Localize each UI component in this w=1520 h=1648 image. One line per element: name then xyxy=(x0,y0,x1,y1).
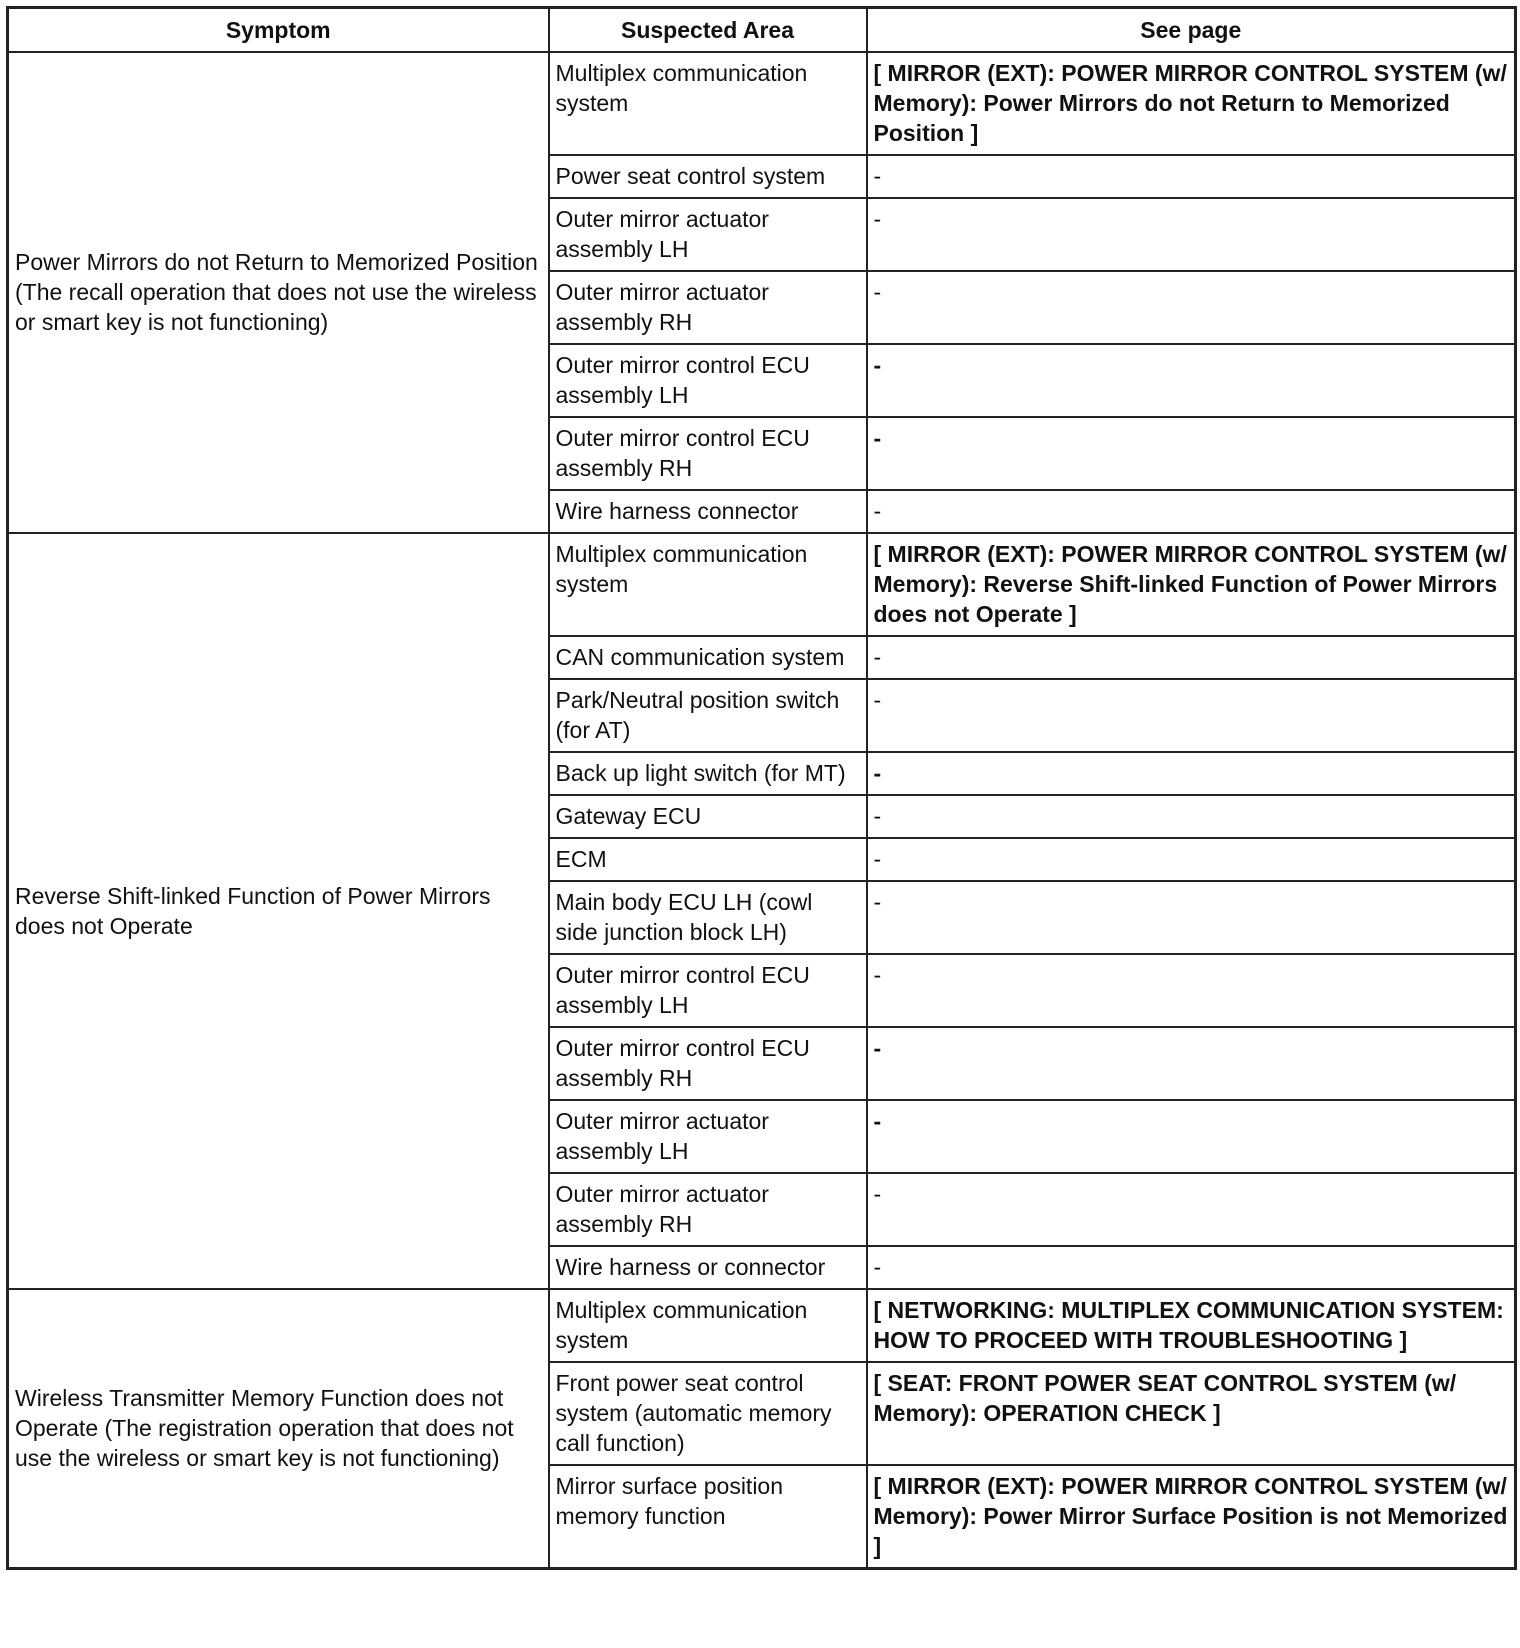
suspected-area-cell: Outer mirror control ECU assembly RH xyxy=(549,417,867,490)
suspected-area-cell: Multiplex communication system xyxy=(549,1289,867,1362)
suspected-area-cell: Outer mirror control ECU assembly LH xyxy=(549,954,867,1027)
header-row xyxy=(8,8,1516,53)
suspected-area-cell: Multiplex communication system xyxy=(549,533,867,636)
see-page-cell: - xyxy=(867,1246,1516,1289)
see-page-cell: - xyxy=(867,155,1516,198)
see-page-cell: - xyxy=(867,490,1516,533)
suspected-area-cell: Main body ECU LH (cowl side junction block LH) xyxy=(549,881,867,954)
suspected-area-cell: Outer mirror control ECU assembly LH xyxy=(549,344,867,417)
see-page-cell: - xyxy=(867,1100,1516,1173)
suspected-area-cell: Outer mirror actuator assembly RH xyxy=(549,1173,867,1246)
see-page-cell: - xyxy=(867,417,1516,490)
see-page-link[interactable]: [ MIRROR (EXT): POWER MIRROR CONTROL SYSTEM (w/ Memory): Reverse Shift-linked Function of Power Mirrors does not Operate ] xyxy=(867,533,1516,636)
suspected-area-cell: Outer mirror actuator assembly LH xyxy=(549,1100,867,1173)
see-page-link[interactable]: [ NETWORKING: MULTIPLEX COMMUNICATION SYSTEM: HOW TO PROCEED WITH TROUBLESHOOTING ] xyxy=(867,1289,1516,1362)
see-page-cell: - xyxy=(867,1027,1516,1100)
suspected-area-cell: Outer mirror control ECU assembly RH xyxy=(549,1027,867,1100)
header-suspected-area: Suspected Area xyxy=(549,8,867,53)
suspected-area-cell: Wire harness or connector xyxy=(549,1246,867,1289)
see-page-link[interactable]: [ SEAT: FRONT POWER SEAT CONTROL SYSTEM (w/ Memory): OPERATION CHECK ] xyxy=(867,1362,1516,1465)
see-page-cell: - xyxy=(867,881,1516,954)
suspected-area-cell: Multiplex communication system xyxy=(549,52,867,155)
table-row xyxy=(8,52,1516,155)
see-page-link[interactable]: [ MIRROR (EXT): POWER MIRROR CONTROL SYSTEM (w/ Memory): Power Mirrors do not Return to Memorized Position ] xyxy=(867,52,1516,155)
suspected-area-cell: Back up light switch (for MT) xyxy=(549,752,867,795)
suspected-area-cell: Front power seat control system (automatic memory call function) xyxy=(549,1362,867,1465)
see-page-cell: - xyxy=(867,679,1516,752)
see-page-cell: - xyxy=(867,954,1516,1027)
see-page-cell: - xyxy=(867,1173,1516,1246)
suspected-area-cell: Power seat control system xyxy=(549,155,867,198)
see-page-cell: - xyxy=(867,752,1516,795)
suspected-area-cell: CAN communication system xyxy=(549,636,867,679)
see-page-cell: - xyxy=(867,344,1516,417)
see-page-cell: - xyxy=(867,271,1516,344)
table-row xyxy=(8,533,1516,636)
suspected-area-cell: Gateway ECU xyxy=(549,795,867,838)
header-see-page: See page xyxy=(867,8,1516,53)
suspected-area-cell: Wire harness connector xyxy=(549,490,867,533)
suspected-area-cell: Mirror surface position memory function xyxy=(549,1465,867,1569)
symptom-cell: Power Mirrors do not Return to Memorized Position (The recall operation that does not use the wireless or smart key is not functioning) xyxy=(8,52,549,533)
table-body xyxy=(8,52,1516,1569)
suspected-area-cell: ECM xyxy=(549,838,867,881)
suspected-area-cell: Outer mirror actuator assembly RH xyxy=(549,271,867,344)
see-page-cell: - xyxy=(867,198,1516,271)
symptom-cell: Wireless Transmitter Memory Function does not Operate (The registration operation that does not use the wireless or smart key is not functioning) xyxy=(8,1289,549,1569)
table-row xyxy=(8,1289,1516,1362)
see-page-link[interactable]: [ MIRROR (EXT): POWER MIRROR CONTROL SYSTEM (w/ Memory): Power Mirror Surface Position is not Memorized ] xyxy=(867,1465,1516,1569)
suspected-area-cell: Outer mirror actuator assembly LH xyxy=(549,198,867,271)
see-page-cell: - xyxy=(867,636,1516,679)
see-page-cell: - xyxy=(867,795,1516,838)
suspected-area-cell: Park/Neutral position switch (for AT) xyxy=(549,679,867,752)
troubleshooting-table xyxy=(6,6,1517,1570)
header-symptom: Symptom xyxy=(8,8,549,53)
see-page-cell: - xyxy=(867,838,1516,881)
symptom-cell: Reverse Shift-linked Function of Power Mirrors does not Operate xyxy=(8,533,549,1289)
